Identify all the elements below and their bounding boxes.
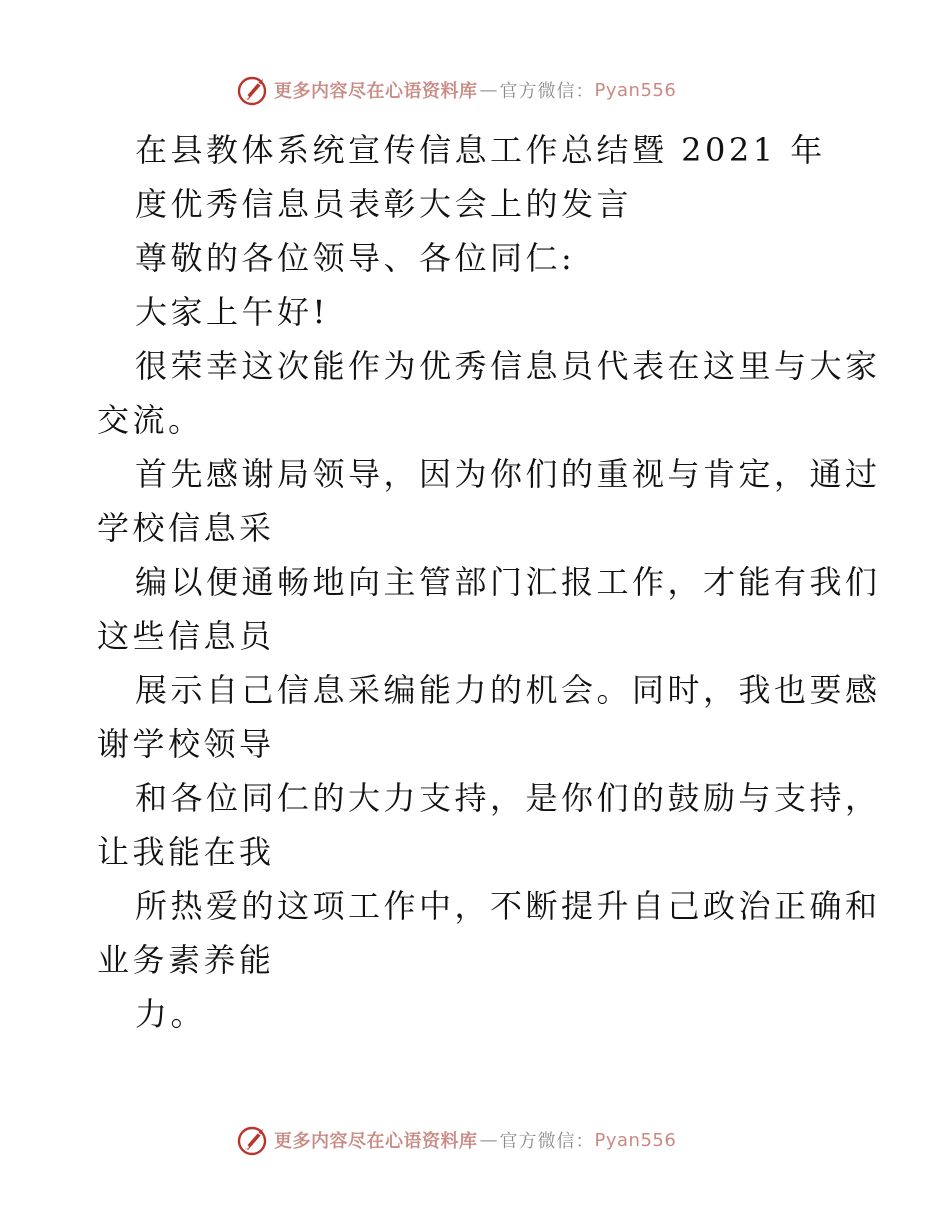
text-line: 首先感谢局领导，因为你们的重视与肯定，通过	[135, 455, 881, 493]
text-line: 业务素养能	[97, 941, 275, 979]
wechat-id: Pyan556	[594, 1129, 677, 1151]
document-body	[97, 123, 881, 1041]
text-line: 让我能在我	[97, 833, 275, 871]
wechat-id: Pyan556	[594, 79, 677, 101]
text-line: 所热爱的这项工作中，不断提升自己政治正确和	[135, 887, 881, 925]
text-line: 编以便通畅地向主管部门汇报工作，才能有我们	[135, 563, 881, 601]
footer-banner	[236, 1122, 676, 1158]
text-line: 度优秀信息员表彰大会上的发言	[135, 185, 633, 223]
text-line: 谢学校领导	[97, 725, 275, 763]
pen-logo-icon	[236, 73, 270, 107]
text-line: 在县教体系统宣传信息工作总结暨 2021 年	[135, 131, 826, 169]
text-line: 学校信息采	[97, 509, 275, 547]
banner-text: 更多内容尽在心语资料库	[274, 1131, 478, 1152]
text-line: 力。	[135, 995, 207, 1033]
text-line: 大家上午好!	[135, 293, 329, 331]
banner-separator: —	[479, 79, 498, 101]
pen-logo-icon	[236, 1123, 270, 1157]
wechat-label: 官方微信：	[499, 81, 595, 102]
text-line: 很荣幸这次能作为优秀信息员代表在这里与大家	[135, 347, 881, 385]
text-line: 这些信息员	[97, 617, 275, 655]
text-line: 尊敬的各位领导、各位同仁:	[135, 239, 576, 277]
banner-text: 更多内容尽在心语资料库	[274, 81, 478, 102]
wechat-label: 官方微信：	[499, 1131, 595, 1152]
text-line: 展示自己信息采编能力的机会。同时，我也要感	[135, 671, 881, 709]
header-banner	[236, 72, 676, 108]
text-line: 交流。	[97, 401, 204, 439]
text-line: 和各位同仁的大力支持，是你们的鼓励与支持，	[135, 779, 881, 817]
banner-separator: —	[479, 1129, 498, 1151]
